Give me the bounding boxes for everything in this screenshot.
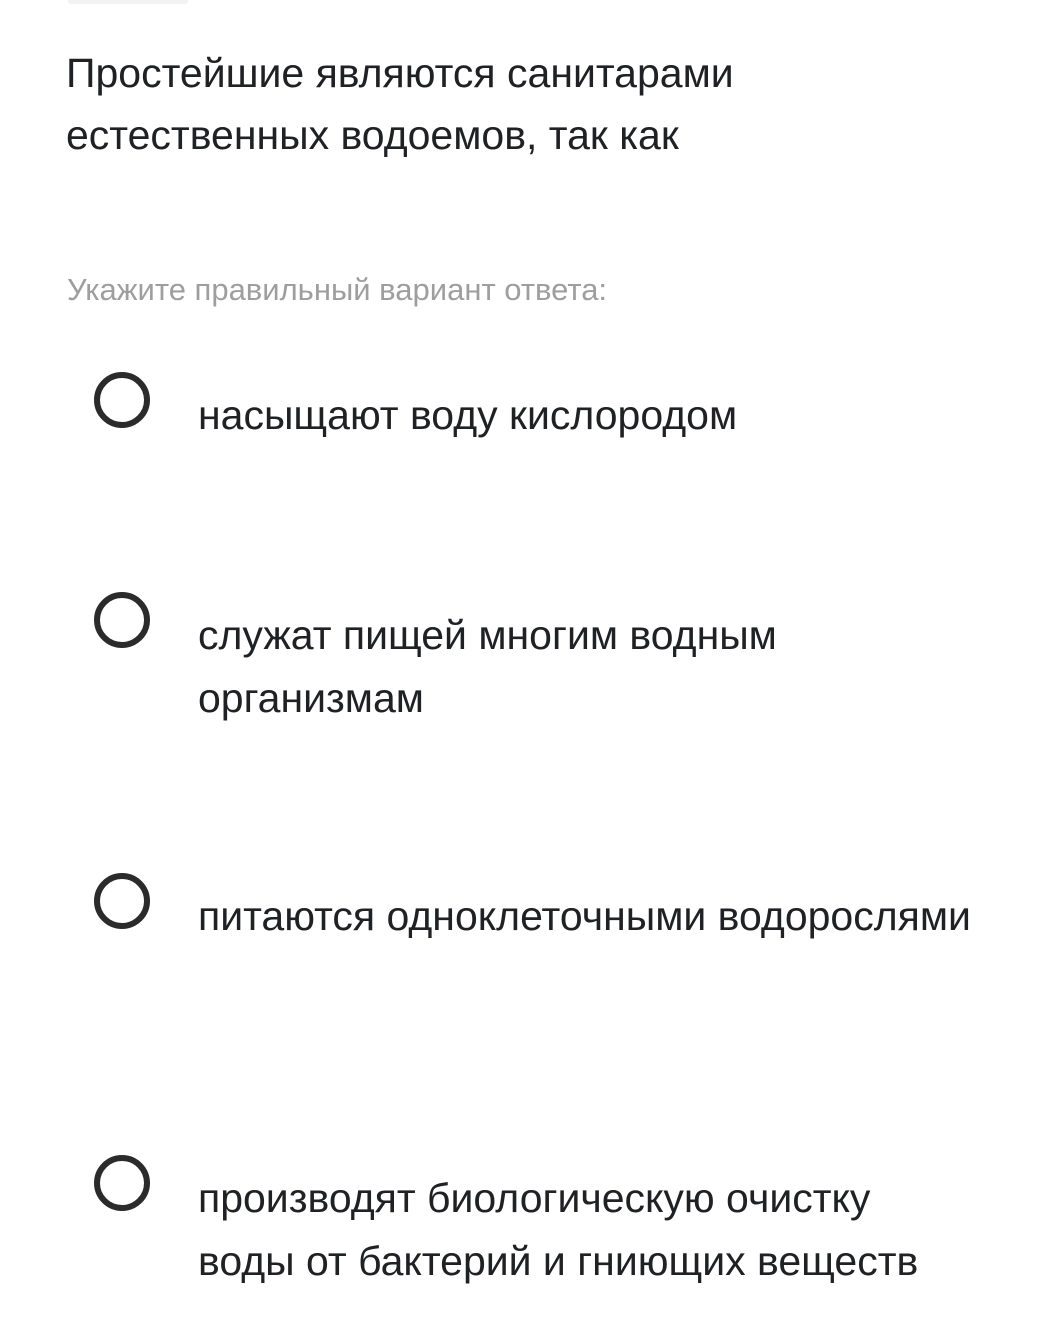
answer-option-4[interactable] [94, 1155, 1024, 1293]
answer-option-label: производят биологическую очистку воды от бактерий и гниющих веществ [198, 1175, 919, 1284]
cut-off-header-text [68, 0, 188, 4]
answer-option-label: насыщают воду кислородом [198, 392, 738, 438]
answer-hint: Укажите правильный вариант ответа: [67, 272, 608, 307]
radio-button-3[interactable] [94, 873, 150, 929]
answer-option-label: питаются одноклеточными водорослями [198, 893, 971, 939]
answer-option-label: служат пищей многим водным организмам [198, 612, 777, 721]
cut-off-header [68, 0, 188, 4]
question-text: Простейшие являются санитарами естественных водоемов, так как [66, 50, 734, 158]
answer-option-2[interactable] [94, 592, 1024, 730]
answer-option-1[interactable] [94, 372, 1024, 447]
answer-option-3[interactable] [94, 873, 1024, 948]
radio-button-4[interactable] [94, 1155, 150, 1211]
radio-button-2[interactable] [94, 592, 150, 648]
radio-button-1[interactable] [94, 372, 150, 428]
